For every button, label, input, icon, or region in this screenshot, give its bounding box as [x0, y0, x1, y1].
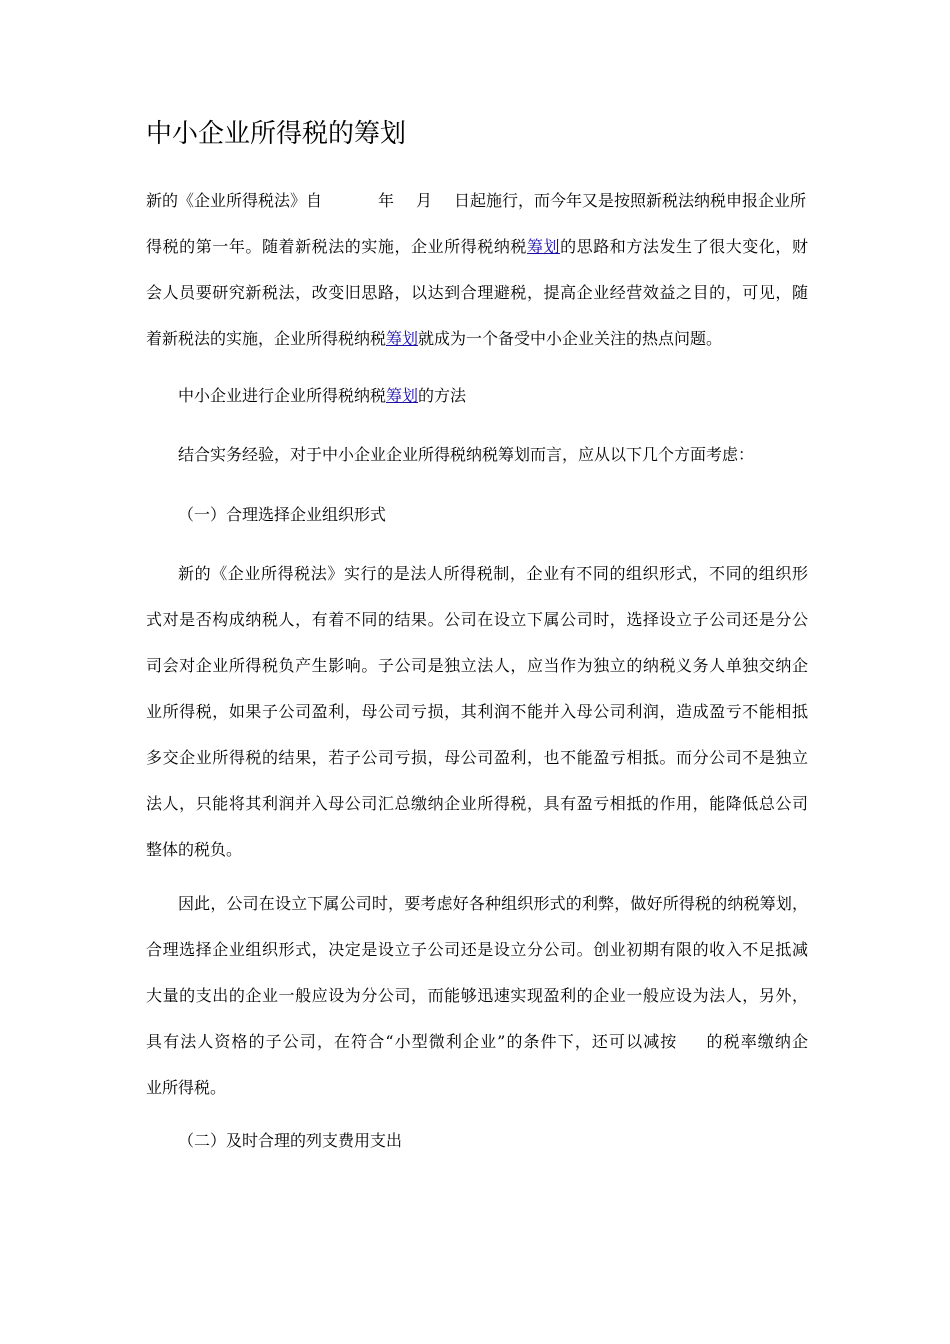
intro-line-4 — [146, 316, 808, 362]
intro-text-2a: 得税的第一年。随着新税法的实施，企业所得税纳税 — [146, 237, 527, 256]
intro-line-1 — [146, 178, 808, 224]
section1-paragraph-1 — [146, 551, 808, 873]
s1p1-line-7: 整体的税负。 — [146, 840, 243, 859]
s1p2-text-4b: 的税率缴纳企 — [705, 1032, 808, 1051]
method-heading-text: 中小企业进行企业所得税纳税 — [178, 386, 387, 405]
intro-text-1a: 新的《企业所得税法》自 — [146, 191, 323, 210]
s1p2-line-1: 因此，公司在设立下属公司时，要考虑好各种组织形式的利弊，做好所得税的纳税筹划， — [178, 894, 808, 913]
intro-text-1d: 日起施行，而今年又是按照新税法纳税申报企业所 — [454, 191, 807, 210]
s1p2-line-4 — [146, 1019, 808, 1065]
planning-link[interactable]: 筹划 — [526, 237, 561, 256]
intro-line-2 — [146, 224, 808, 270]
s1p2-line-5: 业所得税。 — [146, 1078, 227, 1097]
intro-text-month: 月 — [416, 191, 433, 210]
section-heading-2: （二）及时合理的列支费用支出 — [178, 1131, 403, 1150]
s1p1-line-4: 业所得税，如果子公司盈利，母公司亏损，其利润不能并入母公司利润，造成盈亏不能相抵 — [146, 702, 808, 721]
method-heading-text-end: 的方法 — [418, 386, 467, 405]
s1p1-line-5: 多交企业所得税的结果，若子公司亏损，母公司盈利，也不能盈亏相抵。而分公司不是独立 — [146, 748, 808, 767]
s1p1-line-1: 新的《企业所得税法》实行的是法人所得税制，企业有不同的组织形式，不同的组织形 — [178, 564, 808, 583]
s1p2-line-2: 合理选择企业组织形式，决定是设立子公司还是设立分公司。创业初期有限的收入不足抵减 — [146, 940, 808, 959]
intro-text-2b: 的思路和方法发生了很大变化，财 — [560, 237, 808, 256]
s1p1-line-3: 司会对企业所得税负产生影响。子公司是独立法人，应当作为独立的纳税义务人单独交纳企 — [146, 656, 808, 675]
method-heading — [178, 384, 466, 408]
planning-link[interactable]: 筹划 — [386, 386, 419, 405]
intro-line-3: 会人员要研究新税法，改变旧思路，以达到合理避税，提高企业经营效益之目的，可见，随 — [146, 283, 808, 302]
intro-text-4b: 就成为一个备受中小企业关注的热点问题。 — [418, 329, 723, 348]
s1p2-line-3: 大量的支出的企业一般应设为分公司，而能够迅速实现盈利的企业一般应设为法人，另外， — [146, 986, 808, 1005]
s1p2-text-4a: 具有法人资格的子公司，在符合“小型微利企业”的条件下，还可以减按 — [146, 1032, 678, 1051]
s1p1-line-6: 法人，只能将其利润并入母公司汇总缴纳企业所得税，具有盈亏相抵的作用，能降低总公司 — [146, 794, 808, 813]
document-title: 中小企业所得税的筹划 — [146, 119, 407, 149]
s1p1-line-2: 式对是否构成纳税人，有着不同的结果。公司在设立下属公司时，选择设立子公司还是分公 — [146, 610, 808, 629]
section1-paragraph-2 — [146, 881, 808, 1111]
experience-paragraph: 结合实务经验，对于中小企业企业所得税纳税筹划而言，应从以下几个方面考虑： — [178, 445, 755, 464]
section-heading-1: （一）合理选择企业组织形式 — [178, 505, 387, 524]
planning-link[interactable]: 筹划 — [386, 329, 419, 348]
intro-text-4a: 着新税法的实施，企业所得税纳税 — [146, 329, 387, 348]
intro-paragraph — [146, 178, 808, 362]
intro-text-year: 年 — [378, 191, 395, 210]
